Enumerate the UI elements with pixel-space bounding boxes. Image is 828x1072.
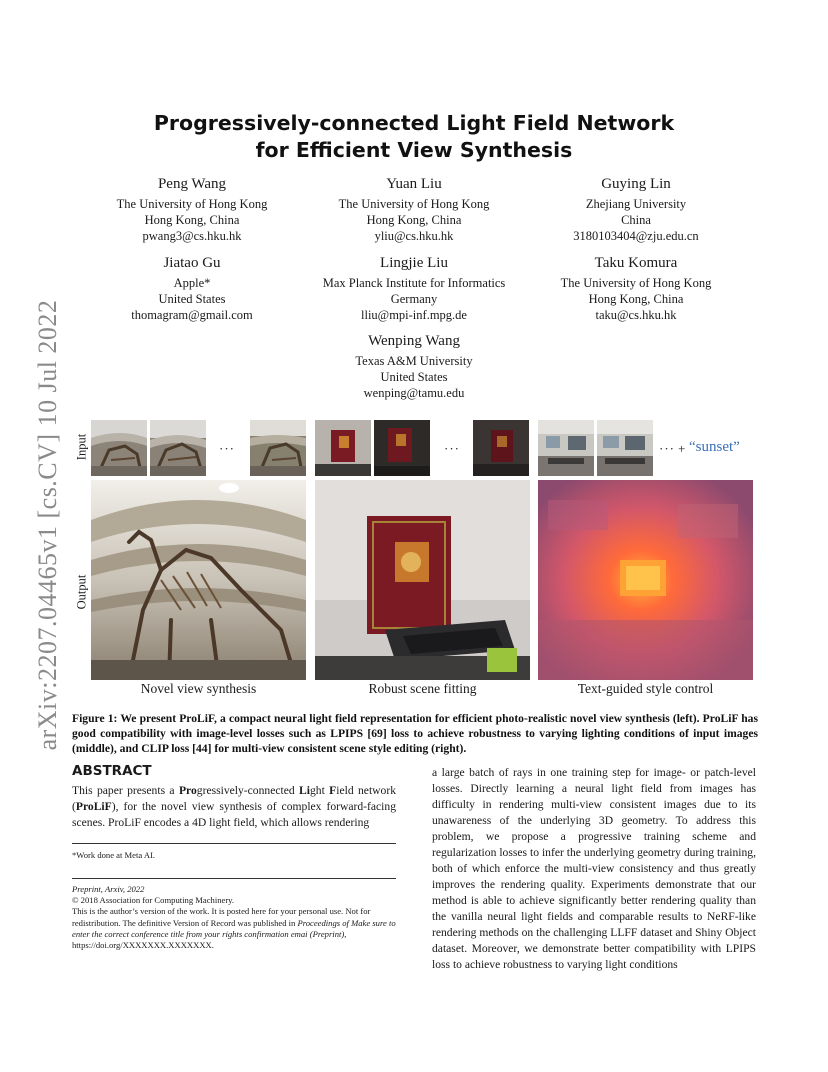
input-thumbnail-dinosaur	[150, 420, 206, 476]
input-thumbnail-book	[315, 420, 371, 476]
author-block	[294, 175, 534, 244]
author-email[interactable]: pwang3@cs.hku.hk	[142, 229, 242, 243]
output-label-text: Output	[74, 574, 89, 610]
plus-sign: +	[678, 441, 687, 456]
author-name: Peng Wang	[157, 176, 227, 192]
author-name: Taku Komura	[594, 255, 678, 271]
abstract-text: ield network (	[72, 784, 397, 813]
figure-caption: Figure 1: We present ProLiF, a compact neural light field representation for efficient photo-realistic novel view synthesis (left). ProLiF has good compatibility with image-level losses such as LPIPS [69] loss to achieve robustness to varying lighting conditions of input images (middle), and CLIP loss [44] for multi-view consistent scene style editing (right).	[72, 712, 758, 755]
abstract-heading: ABSTRACT	[72, 763, 152, 779]
title-line-2: for Efficient View Synthesis	[255, 138, 573, 162]
author-email[interactable]: thomagram@gmail.com	[131, 308, 253, 322]
copyright: © 2018 Association for Computing Machinery.	[72, 895, 235, 906]
paper-title	[100, 110, 728, 164]
subcaption-right: Text-guided style control	[577, 681, 714, 696]
rights-venue: Proceedings of Make sure to enter the correct conference title from your rights confirmation emai (Preprint)	[72, 917, 396, 939]
input-thumbnail-room	[597, 420, 653, 476]
output-novel-view-image	[91, 480, 306, 680]
author-affiliation: Max Planck Institute for Informatics	[322, 276, 506, 290]
input-label-text: Input	[74, 433, 89, 461]
author-name: Wenping Wang	[368, 333, 460, 349]
author-affiliation: The University of Hong Kong	[560, 276, 712, 290]
arxiv-stamp-text: arXiv:2207.04465v1 [cs.CV] 10 Jul 2022	[33, 299, 62, 751]
input-thumbnail-book	[374, 420, 430, 476]
abstract-text: This paper presents a	[72, 784, 179, 797]
input-thumbnail-dinosaur	[91, 420, 147, 476]
author-location: United States	[158, 292, 226, 306]
author-email[interactable]: yliu@cs.hku.hk	[374, 229, 454, 243]
ellipsis: ···	[444, 441, 460, 456]
text-prompt: “sunset”	[689, 439, 740, 455]
rights-text: This is the author’s version of the work. It is posted here for your personal use. Not for redistribution. The definitive Version of Record was published in	[72, 906, 371, 928]
author-email[interactable]: lliu@mpi-inf.mpg.de	[361, 308, 467, 322]
author-block	[72, 254, 312, 323]
author-name: Guying Lin	[601, 176, 671, 192]
author-block	[516, 175, 756, 244]
abstract-bold: ProLiF	[75, 800, 112, 813]
input-thumbnail-dinosaur	[250, 420, 306, 476]
author-block	[294, 254, 534, 323]
author-affiliation: Texas A&M University	[355, 354, 473, 368]
ellipsis: ···	[659, 441, 675, 456]
author-block	[516, 254, 756, 323]
author-location: Hong Kong, China	[588, 292, 684, 306]
ellipsis: ···	[219, 441, 235, 456]
rights-notice	[72, 906, 402, 951]
author-location: Germany	[390, 292, 438, 306]
abstract-text: gressively-connected	[196, 784, 300, 797]
author-location: China	[621, 213, 651, 227]
abstract-text: ght	[309, 784, 330, 797]
author-email[interactable]: wenping@tamu.edu	[363, 386, 465, 400]
abstract-bold: Li	[299, 784, 310, 797]
preprint-rule	[72, 878, 396, 879]
abstract-text: ), for the novel view synthesis of complex forward-facing scenes. ProLiF encodes a 4D light field, which allows rendering	[72, 800, 396, 829]
input-thumbnail-book	[473, 420, 529, 476]
author-affiliation: The University of Hong Kong	[338, 197, 490, 211]
footnote-rule	[72, 843, 396, 844]
author-name: Jiatao Gu	[163, 255, 221, 271]
author-email[interactable]: 3180103404@zju.edu.cn	[573, 229, 699, 243]
author-name: Lingjie Liu	[380, 255, 448, 271]
output-robust-fitting-image	[315, 480, 530, 680]
author-affiliation: Apple*	[173, 276, 211, 290]
title-line-1: Progressively-connected Light Field Network	[153, 111, 675, 135]
author-name: Yuan Liu	[386, 176, 442, 192]
rights-doi: , https://doi.org/XXXXXXX.XXXXXXX.	[72, 928, 347, 951]
footnote: *Work done at Meta AI.	[72, 850, 156, 860]
subcaption-left: Novel view synthesis	[140, 681, 257, 696]
author-block	[72, 175, 312, 244]
abstract-column-2: a large batch of rays in one training step for image- or patch-level losses. Directly learning a neural light field from images has difficulty in rendering multi-view consistent images due to its unawareness of the underlying 3D geometry. To address this problem, we propose a progressive training scheme and regularization losses to infer the underlying geometry during training, both of which enforce the multi-view consistency and thus greatly improves the rendering quality. Experiments demonstrate that our method is able to achieve significantly better rendering quality than the vanilla neural light fields and comparable results to NeRF-like rendering methods on the challenging LLFF dataset and Shiny Object dataset. Moreover, we demonstrate better compatibility with LPIPS loss to achieve robustness to varying light conditions	[432, 766, 756, 971]
author-location: Hong Kong, China	[144, 213, 240, 227]
abstract-bold: Pro	[178, 784, 197, 797]
preprint-notice	[72, 884, 402, 951]
abstract-bold: F	[329, 784, 337, 797]
author-affiliation: Zhejiang University	[585, 197, 687, 211]
author-location: Hong Kong, China	[366, 213, 462, 227]
author-block	[294, 332, 534, 401]
preprint-venue: Preprint, Arxiv, 2022	[72, 884, 145, 894]
author-email[interactable]: taku@cs.hku.hk	[595, 308, 677, 322]
input-thumbnail-room	[538, 420, 594, 476]
author-location: United States	[380, 370, 448, 384]
output-style-control-image	[538, 480, 753, 680]
author-affiliation: The University of Hong Kong	[116, 197, 268, 211]
subcaption-middle: Robust scene fitting	[368, 681, 477, 696]
abstract-column-1	[72, 783, 396, 831]
